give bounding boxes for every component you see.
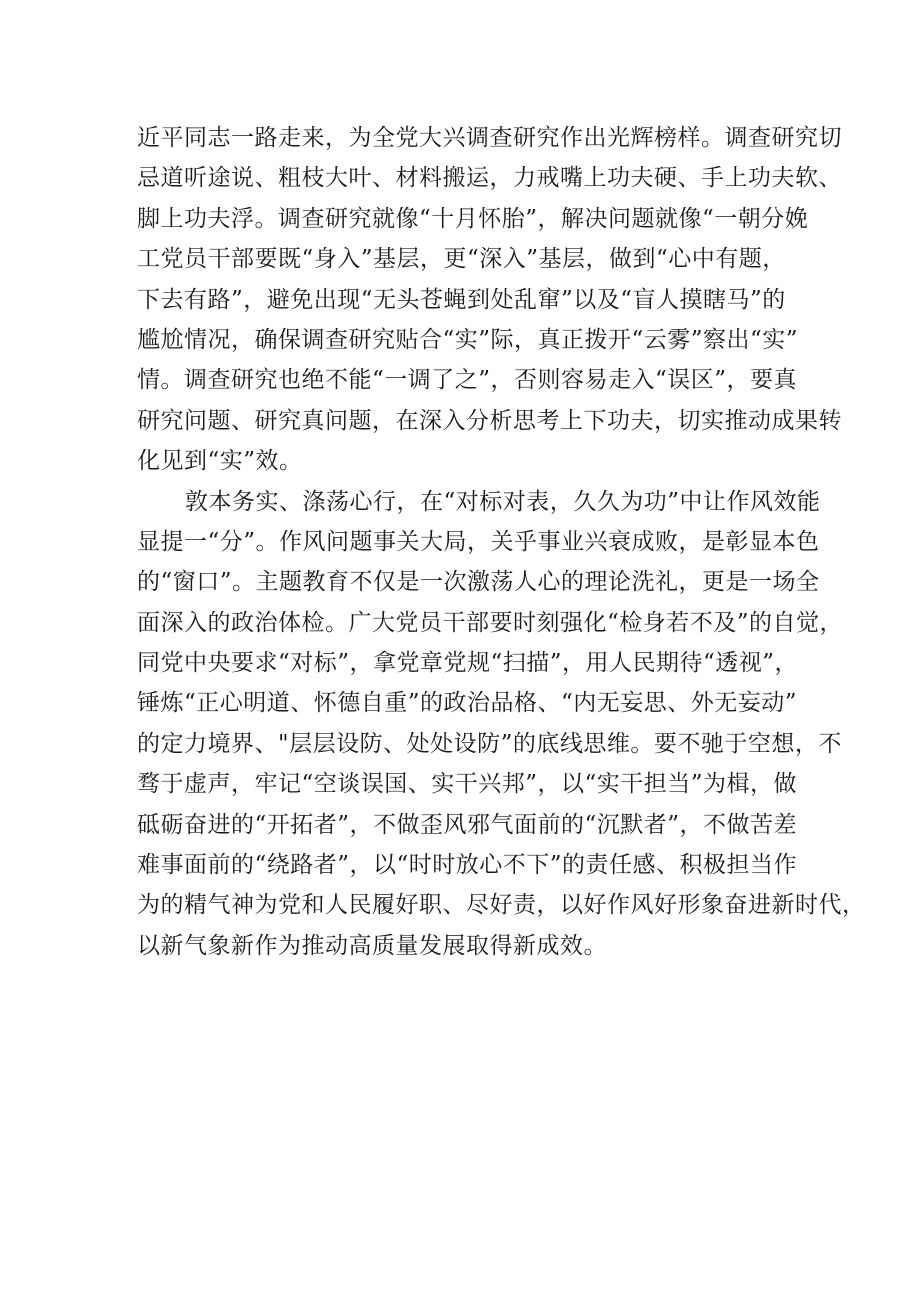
text-line: 情。调查研究也绝不能“一调了之”，否则容易走入“误区”，要真	[137, 367, 798, 394]
text-line: 为的精气神为党和人民履好职、尽好责，以好作风好形象奋进新时代，	[137, 892, 866, 919]
paragraph-1	[137, 118, 842, 482]
text-line: 化见到“实”效。	[137, 448, 303, 475]
text-line: 的“窗口”。主题教育不仅是一次激荡人心的理论洗礼，更是一场全	[137, 569, 820, 596]
body-text	[137, 118, 866, 966]
text-line: 下去有路”，避免出现“无头苍蝇到处乱窜”以及“盲人摸瞎马”的	[137, 286, 786, 313]
text-line: 脚上功夫浮。调查研究就像“十月怀胎”，解决问题就像“一朝分娩	[137, 205, 809, 232]
text-line: 显提一“分”。作风问题事关大局，关乎事业兴衰成败，是彰显本色	[137, 528, 820, 555]
text-line: 的定力境界、"层层设防、处处设防”的底线思维。要不驰于空想，不	[137, 730, 842, 757]
text-line: 难事面前的“绕路者”，以“时时放心不下”的责任感、积极担当作	[137, 852, 798, 879]
paragraph-2	[137, 482, 866, 967]
text-line: 近平同志一路走来，为全党大兴调查研究作出光辉榜样。调查研究切	[137, 125, 842, 151]
text-line: 尴尬情况，确保调查研究贴合“实”际，真正拨开“云雾”察出“实”	[137, 326, 799, 353]
text-line: 忌道听途说、粗枝大叶、材料搬运，力戒嘴上功夫硬、手上功夫软、	[137, 165, 842, 192]
text-line: 工党员干部要既“身入”基层，更“深入”基层，做到“心中有题，	[137, 246, 786, 273]
text-line: 锤炼“正心明道、怀德自重”的政治品格、“内无妄思、外无妄动”	[137, 690, 798, 717]
text-line: 敦本务实、涤荡心行，在“对标对表，久久为功”中让作风效能	[185, 488, 821, 515]
text-line: 以新气象新作为推动高质量发展取得新成效。	[137, 932, 607, 959]
text-line: 骛于虚声，牢记“空谈误国、实干兴邦”，以“实干担当”为楫，做	[137, 771, 798, 798]
text-line: 研究问题、研究真问题，在深入分析思考上下功夫，切实推动成果转	[137, 407, 842, 434]
text-line: 砥砺奋进的“开拓者”，不做歪风邪气面前的“沉默者”，不做苦差	[137, 811, 798, 838]
text-line: 同党中央要求“对标”，拿党章党规“扫描”，用人民期待“透视”，	[137, 650, 799, 677]
text-line: 面深入的政治体检。广大党员干部要时刻强化“检身若不及”的自觉，	[137, 609, 844, 636]
